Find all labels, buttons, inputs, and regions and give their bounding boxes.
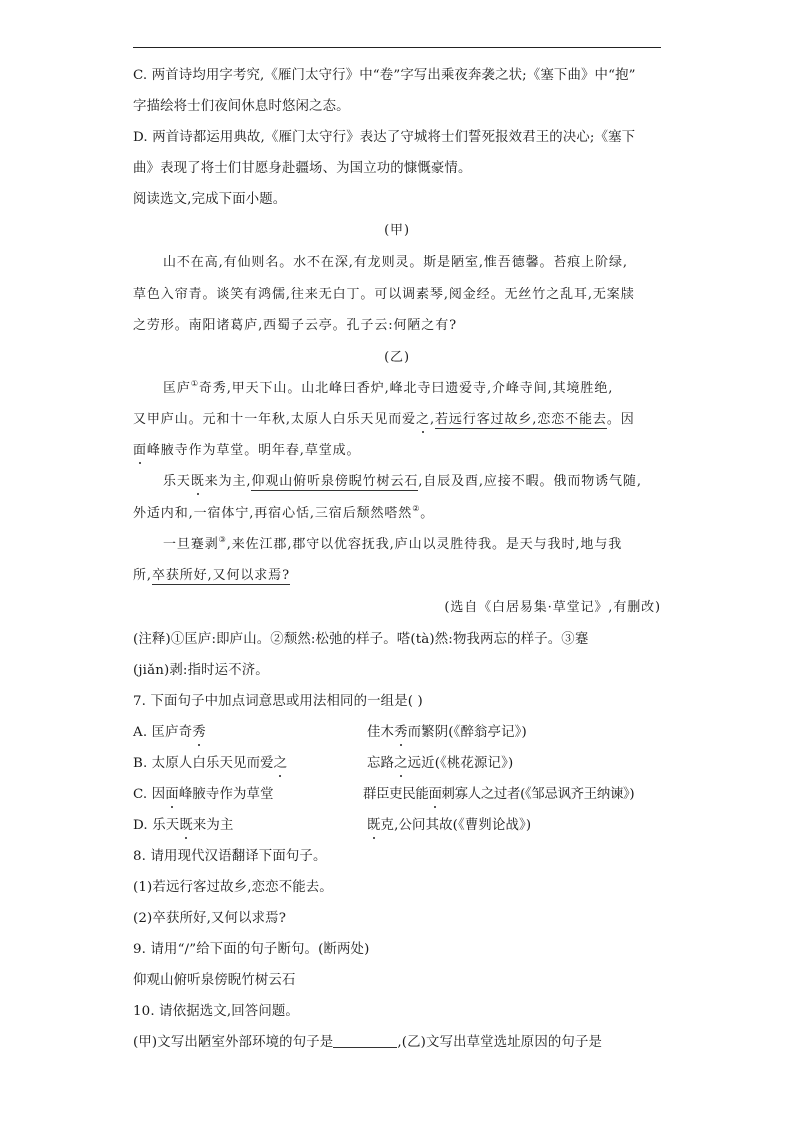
passage-yi-line-5 bbox=[133, 505, 434, 523]
text-run: 外适内和,一宿体宁,再宿心恬,三宿后颓然嗒然 bbox=[133, 506, 413, 521]
notes-line-2: (jiǎn)剥:指时运不济。 bbox=[133, 663, 269, 678]
answer-blank[interactable] bbox=[333, 1034, 397, 1048]
dotted-word: 之 bbox=[416, 412, 430, 427]
text-run: 刺寡人之过者(《邹忌讽齐王纳谏》) bbox=[441, 787, 635, 802]
option-c-line-2: 字描绘将士们夜间休息时悠闲之态。 bbox=[133, 99, 350, 114]
underlined-sentence: 卒获所好,又何以求焉? bbox=[151, 568, 290, 583]
notes-line-1: (注释)①匡庐:即庐山。②颓然:松弛的样子。嗒(tà)然:物我两忘的样子。③蹇 bbox=[133, 632, 589, 647]
passage-jia-line-3: 之劳形。南阳诸葛庐,西蜀子云亭。孔子云:何陋之有? bbox=[133, 318, 457, 333]
text-run: 峰腋寺作为草堂。明年春,草堂成。 bbox=[146, 443, 361, 458]
q7-option-c-compare bbox=[363, 786, 634, 804]
question-7-stem: 7. 下面句子中加点词意思或用法相同的一组是( ) bbox=[133, 694, 423, 709]
text-run: D. 乐天 bbox=[133, 818, 180, 833]
footnote-marker: ① bbox=[190, 379, 199, 388]
text-run: , bbox=[429, 412, 435, 427]
text-run: 峰腋寺作为草堂 bbox=[178, 787, 274, 802]
text-run: 所, bbox=[133, 568, 152, 583]
header-rule bbox=[133, 47, 661, 48]
q7-option-b bbox=[133, 755, 287, 773]
question-9-stem: 9. 请用“/”给下面的句子断句。(断两处) bbox=[133, 942, 370, 957]
reading-instruction: 阅读选文,完成下面小题。 bbox=[133, 192, 287, 207]
underlined-sentence: 仰观山俯听泉傍睨竹树云石 bbox=[251, 474, 419, 489]
passage-jia-line-1: 山不在高,有仙则名。水不在深,有龙则灵。斯是陋室,惟吾德馨。苔痕上阶绿, bbox=[163, 255, 628, 270]
text-run: 而繁阴(《醉翁亭记》) bbox=[407, 725, 527, 740]
text-run: ,(乙)文写出草堂选址原因的句子是 bbox=[397, 1035, 603, 1050]
text-run: 远近(《桃花源记》) bbox=[407, 756, 514, 771]
q7-option-a bbox=[133, 724, 206, 742]
q7-option-b-compare bbox=[367, 755, 513, 773]
q7-option-c bbox=[133, 786, 274, 804]
passage-jia-line-2: 草色入帘青。谈笑有鸿儒,往来无白丁。可以调素琴,阅金经。无丝竹之乱耳,无案牍 bbox=[133, 287, 635, 302]
passage-yi-line-3 bbox=[133, 442, 360, 460]
footnote-marker: ② bbox=[412, 504, 421, 513]
dotted-word: 之 bbox=[273, 756, 288, 771]
text-run: 匡庐 bbox=[163, 381, 191, 396]
dotted-word: 秀 bbox=[394, 725, 408, 740]
text-run: 群臣吏民能 bbox=[363, 787, 429, 802]
option-d-line-2: 曲》表现了将士们甘愿身赴疆场、为国立功的慷慨豪情。 bbox=[133, 161, 472, 176]
text-run: 忘路 bbox=[367, 756, 395, 771]
text-run: C. 因 bbox=[133, 787, 166, 802]
text-run: 奇秀,甲天下山。山北峰曰香炉,峰北寺曰遗爱寺,介峰寺间,其境胜绝, bbox=[198, 381, 614, 396]
text-run: 乐天 bbox=[163, 474, 191, 489]
text-run: 来为主, bbox=[204, 474, 252, 489]
footnote-marker: ③ bbox=[218, 535, 227, 544]
passage-yi-line-6 bbox=[163, 536, 622, 554]
passage-source: (选自《白居易集·草堂记》,有删改) bbox=[444, 600, 661, 615]
question-9-sentence: 仰观山俯听泉傍睨竹树云石 bbox=[133, 973, 296, 988]
underlined-sentence: 若远行客过故乡,恋恋不能去 bbox=[435, 412, 607, 427]
dotted-word: 既 bbox=[367, 818, 381, 833]
text-run: (甲)文写出陋室外部环境的句子是 bbox=[133, 1035, 334, 1050]
text-run: 克,公问其故(《曹刿论战》) bbox=[380, 818, 532, 833]
text-run: 佳木 bbox=[367, 725, 395, 740]
option-d-line-1: D. 两首诗都运用典故,《雁门太守行》表达了守城将士们誓死报效君王的决心;《塞下 bbox=[133, 130, 636, 145]
passage-yi-line-4 bbox=[163, 473, 642, 491]
dotted-word: 既 bbox=[179, 818, 193, 833]
dotted-word: 既 bbox=[190, 474, 205, 489]
dotted-word: 面 bbox=[165, 787, 179, 802]
dotted-word: 之 bbox=[394, 756, 408, 771]
text-run: 。 bbox=[420, 506, 435, 521]
passage-yi-line-2 bbox=[133, 411, 635, 429]
text-run: 一旦蹇剥 bbox=[163, 537, 219, 552]
q7-option-d-compare bbox=[367, 817, 531, 835]
text-run: A. 匡庐奇 bbox=[133, 725, 193, 740]
dotted-word: 面 bbox=[428, 787, 442, 802]
text-run: ,来佐江郡,郡守以优容抚我,庐山以灵胜待我。是天与我时,地与我 bbox=[226, 537, 623, 552]
passage-yi-line-7 bbox=[133, 567, 290, 585]
dotted-word: 秀 bbox=[192, 725, 206, 740]
question-10-line-1 bbox=[133, 1034, 602, 1052]
text-run: 来为主 bbox=[192, 818, 234, 833]
text-run: B. 太原人白乐天见而爱 bbox=[133, 756, 274, 771]
option-c-line-1: C. 两首诗均用字考究,《雁门太守行》中“卷”字写出乘夜奔袭之状;《塞下曲》中“抱” bbox=[133, 68, 636, 83]
text-run: 又甲庐山。元和十一年秋,太原人白乐天见而爱 bbox=[133, 412, 417, 427]
q7-option-d bbox=[133, 817, 233, 835]
question-8-sentence-1: (1)若远行客过故乡,恋恋不能去。 bbox=[133, 880, 333, 895]
text-run: ,自辰及酉,应接不暇。俄而物诱气随, bbox=[418, 474, 642, 489]
question-8-sentence-2: (2)卒获所好,又何以求焉? bbox=[133, 911, 287, 926]
question-8-stem: 8. 请用现代汉语翻译下面句子。 bbox=[133, 849, 327, 864]
q7-option-a-compare bbox=[367, 724, 527, 742]
passage-yi-line-1 bbox=[163, 380, 613, 398]
passage-jia-heading: (甲) bbox=[384, 223, 410, 238]
dotted-word: 面 bbox=[133, 443, 147, 458]
question-10-stem: 10. 请依据选文,回答问题。 bbox=[133, 1004, 299, 1019]
passage-yi-heading: (乙) bbox=[384, 350, 410, 365]
text-run: 。因 bbox=[606, 412, 635, 427]
